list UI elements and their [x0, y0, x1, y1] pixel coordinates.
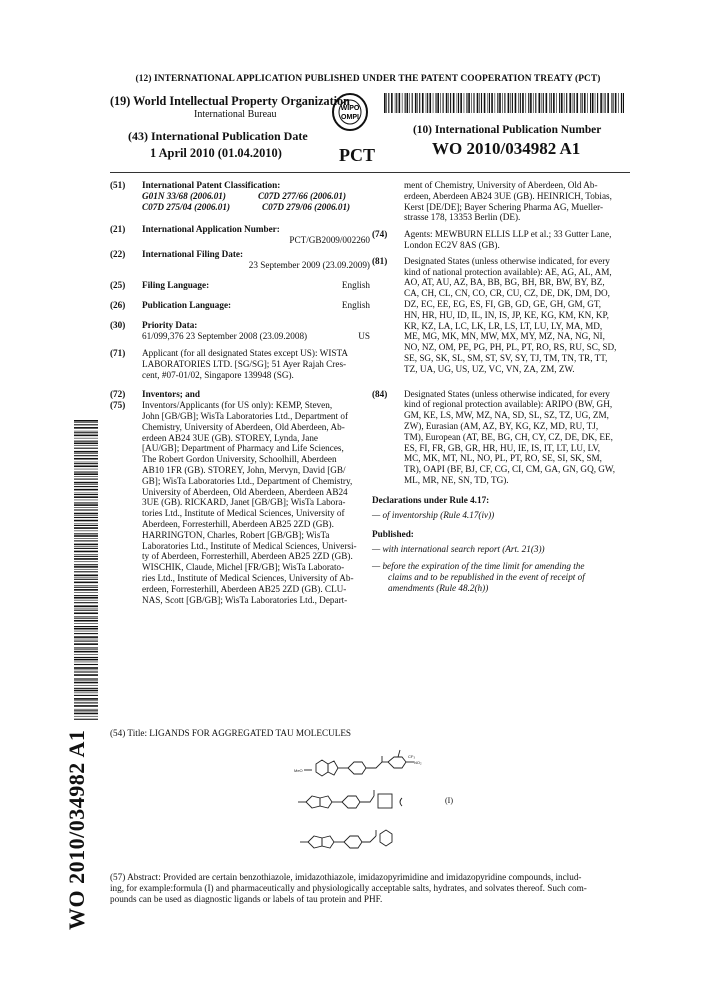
text-line: HARRINGTON, Charles, Robert [GB/GB]; WisTa — [142, 529, 330, 540]
text-line: John [GB/GB]; WisTa Laboratories Ltd., Department of — [142, 410, 348, 421]
text-line: Laboratories Ltd., Institute of Medical Sciences, Universi- — [142, 540, 357, 551]
text-line: Inventors/Applicants (for US only): KEMP, Steven, — [142, 400, 333, 411]
wipo-logo-icon — [330, 92, 370, 136]
bureau-name: International Bureau — [194, 109, 277, 120]
text-line: GB]; WisTa Laboratories Ltd., Department of Chemistry, — [142, 475, 353, 486]
text-line: TM), European (AT, BE, BG, CH, CY, CZ, DE, DK, EE, — [404, 431, 613, 442]
header-divider — [110, 172, 630, 173]
text-line: ty of Aberdeen, Forresterhill, Aberdeen AB25 2ZD (GB). — [142, 551, 353, 562]
text-line: erdeen AB24 3UE (GB). STOREY, Lynda, Jane — [142, 432, 318, 443]
text-line: TR), OAPI (BF, BJ, CF, CG, CI, CM, GA, GN, GQ, GW, — [404, 464, 616, 475]
field-75: (75) Inventors/Applicants (for US only): KEMP, Steven, John [GB/GB]; WisTa Laboratories Ltd., Department of Chemistry, University of Aberdeen, Old Aberdeen, Ab- erdeen AB24 3UE (GB). STOREY, Lynda, Jane [AU/GB]; Department of Pharmacy and Life Sciences, The Robert Gordon University, Schoolhill, Aberdeen AB10 1FR (GB). STOREY, John, Mervyn, David [GB/ GB]; WisTa Laboratories Ltd., Department of Chemistry, University of Aberdeen, Old Aberdeen, Aberdeen AB24 3UE (GB). RICKARD, Janet [GB/GB]; WisTa Labora- tories Ltd., Institute of Medical Sciences, University of Aberdeen, Forresterhill, Aberdeen AB25 2ZD (GB). HARRINGTON, Charles, Robert [GB/GB]; WisTa Laboratories Ltd., Institute of Medical Sciences, Universi- ty of Aberdeen, Forresterhill, Aberdeen AB25 2ZD (GB). WISCHIK, Claude, Michel [FR/GB]; WisTa Laborato- ries Ltd., Institute of Medical Sciences, University of Ab- erdeen, Forresterhill, Aberdeen AB25 2ZD (GB). CLU- NAS, Scott [GB/GB]; WisTa Laboratories Ltd., Depart- — [110, 400, 370, 605]
text-line: 3UE (GB). RICKARD, Janet [GB/GB]; WisTa Labora- — [142, 497, 346, 508]
pct-label: PCT — [339, 145, 375, 165]
text-line: Designated States (unless otherwise indicated, for every — [404, 255, 610, 266]
svg-text:WIPO: WIPO — [340, 105, 360, 112]
text-line: strasse 178, 13353 Berlin (DE). — [404, 212, 521, 223]
text-line: NO, NZ, OM, PE, PG, PH, PL, PT, RO, RS, RU, SC, SD, — [404, 342, 617, 353]
field-71: (71) Applicant (for all designated States except US): WISTA LABORATORIES LTD. [SG/SG]; 51 Ayer Rajah Cres- cent, #07-01/02, Singapore 139948 (SG). — [110, 348, 349, 380]
published-section: Published: — with international search report (Art. 21(3)) — before the expiration of the time limit for amending the claims and to be republished in the event of receipt of amendments (Rule 48.2(h)) — [372, 529, 585, 593]
field-81: (81) Designated States (unless otherwise indicated, for every kind of national protection available): AE, AG, AL, AM, AO, AT, AU, AZ, BA, BB, BG, BH, BR, BW, BY, BZ, CA, CH, CL, CN, CO, CR, CU, CZ, DE, DK, DM, DO, DZ, EC, EE, EG, ES, FI, GB, GD, GE, GH, GM, GT, HN, HR, HU, ID, IL, IN, IS, JP, KE, KG, KM, KN, KP, KR, KZ, LA, LC, LK, LR, LS, LT, LU, LY, MA, MD, ME, MG, MK, MN, MW, MX, MY, MZ, NA, NG, NI, NO, NZ, OM, PE, PG, PH, PL, PT, RO, RS, RU, SC, SD, SE, SG, SK, SL, SM, ST, SV, SY, TJ, TM, TN, TR, TT, TZ, UA, UG, US, UZ, VC, VN, ZA, ZM, ZW. — [372, 256, 634, 375]
formula-label: (I) — [445, 796, 453, 805]
text-line: Designated States (unless otherwise indicated, for every — [404, 388, 610, 399]
document-title: (12) INTERNATIONAL APPLICATION PUBLISHED UNDER THE PATENT COOPERATION TREATY (PCT) — [135, 74, 601, 84]
field-74: (74) Agents: MEWBURN ELLIS LLP et al.; 33 Gutter Lane, London EC2V 8AS (GB). — [372, 229, 634, 251]
barcode-top — [384, 93, 624, 113]
inventors-continued — [404, 180, 634, 223]
text-line: ES, FI, FR, GB, GR, HR, HU, IE, IS, IT, LT, LU, LV, — [404, 442, 601, 453]
publication-date: 1 April 2010 (01.04.2010) — [150, 146, 282, 160]
text-line: DZ, EC, EE, EG, ES, FI, GB, GD, GE, GH, GM, GT, — [404, 298, 602, 309]
field-21: (21) International Application Number: PCT/GB2009/002260 — [110, 224, 370, 245]
text-line: AB10 1FR (GB). STOREY, John, Mervyn, David [GB/ — [142, 464, 346, 475]
svg-text:CF₃: CF₃ — [408, 754, 415, 759]
text-line: TZ, UA, UG, US, UZ, VC, VN, ZA, ZM, ZW. — [404, 363, 575, 374]
field-51: (51) International Patent Classification: G01N 33/68 (2006.01) C07D 277/66 (2006.01) C07D 275/04 (2006.01) C07D 279/06 (2006.01) — [110, 180, 351, 212]
svg-text:NO₂: NO₂ — [414, 760, 422, 765]
side-publication-number: WO 2010/034982 A1 — [64, 729, 89, 930]
organization-name: (19) World Intellectual Property Organization — [110, 94, 350, 108]
text-line: NAS, Scott [GB/GB]; WisTa Laboratories Ltd., Depart- — [142, 594, 348, 605]
text-line: KR, KZ, LA, LC, LK, LR, LS, LT, LU, LY, MA, MD, — [404, 320, 603, 331]
text-line: ZW), Eurasian (AM, AZ, BY, KG, KZ, MD, RU, TJ, — [404, 420, 599, 431]
field-84: (84) Designated States (unless otherwise indicated, for every kind of regional protection available): ARIPO (BW, GH, GM, KE, LS, MW, MZ, NA, SD, SL, SZ, TZ, UG, ZM, ZW), Eurasian (AM, AZ, BY, KG, KZ, MD, RU, TJ, TM), European (AT, BE, BG, CH, CY, CZ, DE, DK, EE, ES, FI, FR, GB, GR, HR, HU, IE, IS, IT, LT, LU, LV, MC, MK, MT, NL, NO, PL, PT, RO, SE, SI, SK, SM, TR), OAPI (BF, BJ, CF, CG, CI, CM, GA, GN, GQ, GW, ML, MR, NE, SN, TD, TG). — [372, 389, 634, 486]
text-line: ML, MR, NE, SN, TD, TG). — [404, 474, 509, 485]
text-line: University of Aberdeen, Old Aberdeen, Aberdeen AB24 — [142, 486, 348, 497]
text-line: GM, KE, LS, MW, MZ, NA, SD, SL, SZ, TZ, UG, ZM, — [404, 410, 609, 421]
publication-number: WO 2010/034982 A1 — [432, 139, 581, 158]
text-line: Chemistry, University of Aberdeen, Old Aberdeen, Ab- — [142, 421, 345, 432]
field-26: (26) Publication Language: English — [110, 300, 370, 310]
text-line: kind of national protection available): AE, AG, AL, AM, — [404, 266, 612, 277]
text-line: erdeen, Forresterhill, Aberdeen AB25 2ZD (GB). CLU- — [142, 583, 347, 594]
field-30: (30) Priority Data: 61/099,376 23 September 2008 (23.09.2008) US — [110, 320, 370, 341]
text-line: ME, MG, MK, MN, MW, MX, MY, MZ, NA, NG, NI, — [404, 331, 605, 342]
field-22: (22) International Filing Date: 23 September 2009 (23.09.2009) — [110, 249, 370, 270]
text-line: ries Ltd., Institute of Medical Sciences, University of Ab- — [142, 572, 354, 583]
text-line: MC, MK, MT, NL, NO, PL, PT, RO, SE, SI, SK, SM, — [404, 453, 602, 464]
chemical-structures-image — [290, 748, 490, 868]
barcode-side — [74, 420, 98, 720]
text-line: erdeen, Aberdeen AB24 3UE (GB). HEINRICH, Tobias, — [404, 190, 612, 201]
field-25: (25) Filing Language: English — [110, 280, 370, 290]
text-line: Aberdeen, Forresterhill, Aberdeen AB25 2ZD (GB). — [142, 518, 334, 529]
text-line: SE, SG, SK, SL, SM, ST, SV, SY, TJ, TM, TN, TR, TT, — [404, 352, 608, 363]
right-column — [372, 180, 634, 593]
text-line: kind of regional protection available): ARIPO (BW, GH, — [404, 399, 613, 410]
text-line: tories Ltd., Institute of Medical Sciences, University of — [142, 508, 345, 519]
declarations-section: Declarations under Rule 4.17: — of inventorship (Rule 4.17(iv)) — [372, 494, 495, 520]
text-line: WISCHIK, Claude, Michel [FR/GB]; WisTa Laborato- — [142, 562, 345, 573]
text-line: ment of Chemistry, University of Aberdeen, Old Ab- — [404, 180, 598, 190]
svg-text:OMPI: OMPI — [341, 114, 359, 121]
invention-title: (54) Title: LIGANDS FOR AGGREGATED TAU MOLECULES — [110, 728, 352, 738]
text-line: The Robert Gordon University, Schoolhill, Aberdeen — [142, 454, 337, 465]
text-line: Agents: MEWBURN ELLIS LLP et al.; 33 Gutter Lane, — [404, 229, 612, 240]
text-line: Kerst [DE/DE]; Bayer Schering Pharma AG, Mueller- — [404, 201, 604, 212]
svg-text:MeO: MeO — [294, 768, 303, 773]
text-line: AO, AT, AU, AZ, BA, BB, BG, BH, BR, BW, BY, BZ, — [404, 277, 605, 288]
text-line: London EC2V 8AS (GB). — [404, 239, 500, 250]
publication-number-label: (10) International Publication Number — [413, 124, 602, 136]
text-line: HN, HR, HU, ID, IL, IN, IS, JP, KE, KG, KM, KN, KP, — [404, 309, 609, 320]
text-line: CA, CH, CL, CN, CO, CR, CU, CZ, DE, DK, DM, DO, — [404, 288, 610, 299]
abstract: (57) Abstract: Provided are certain benzothiazole, imidazothiazole, imidazopyrimidine and imidazopyridine compounds, includ- ing, for example:formula (I) and pharmaceutically and physiologically acceptable salts, hydrates, and solvates thereof. Such com- pounds can be used as diagnostic ligands or labels of tau protein and PHF. — [110, 872, 587, 904]
left-column — [110, 180, 370, 605]
field-72: (72) Inventors; and — [110, 389, 200, 400]
text-line: [AU/GB]; Department of Pharmacy and Life Sciences, — [142, 443, 344, 454]
publication-date-label: (43) International Publication Date — [128, 129, 308, 143]
